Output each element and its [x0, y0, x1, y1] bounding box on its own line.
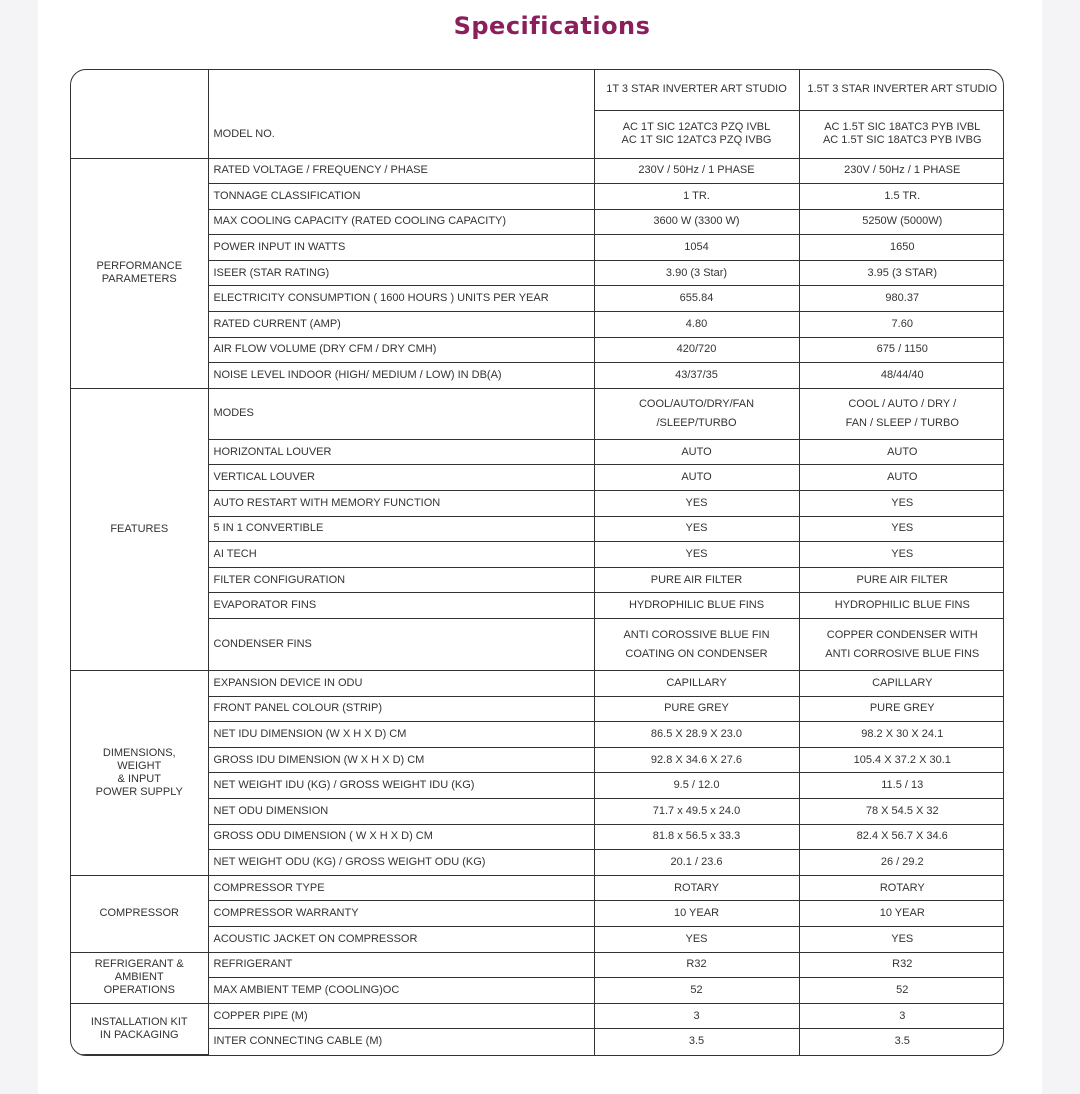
group-label: COMPRESSOR: [71, 875, 208, 952]
parameter-label: TONNAGE CLASSIFICATION: [208, 184, 594, 210]
value-cell-2: 98.2 X 30 X 24.1: [799, 722, 1004, 748]
table-row: [71, 465, 1004, 491]
table-row: [71, 671, 1004, 697]
parameter-label: REFRIGERANT: [208, 952, 594, 978]
value-cell-1: HYDROPHILIC BLUE FINS: [594, 593, 799, 619]
value-cell-2: 11.5 / 13: [799, 773, 1004, 799]
value-cell-1: ROTARY: [594, 875, 799, 901]
table-row: [71, 952, 1004, 978]
value-cell-1: 3600 W (3300 W): [594, 209, 799, 235]
table-row: [71, 696, 1004, 722]
value-cell-2: 1650: [799, 235, 1004, 261]
group-label: PERFORMANCE PARAMETERS: [71, 158, 208, 388]
table-row: [71, 184, 1004, 210]
table-row: [71, 516, 1004, 542]
parameter-label: HORIZONTAL LOUVER: [208, 439, 594, 465]
parameter-label: ISEER (STAR RATING): [208, 260, 594, 286]
table-row: [71, 978, 1004, 1004]
parameter-label: POWER INPUT IN WATTS: [208, 235, 594, 261]
value-cell-2: 7.60: [799, 312, 1004, 338]
value-cell-2: 675 / 1150: [799, 337, 1004, 363]
value-cell-1: 420/720: [594, 337, 799, 363]
parameter-label: VERTICAL LOUVER: [208, 465, 594, 491]
table-row: [71, 491, 1004, 517]
table-row: [71, 722, 1004, 748]
value-cell-1: 230V / 50Hz / 1 PHASE: [594, 158, 799, 184]
value-cell-2: YES: [799, 516, 1004, 542]
value-cell-2: COPPER CONDENSER WITH ANTI CORROSIVE BLUE FINS: [799, 619, 1004, 671]
value-cell-1: 10 YEAR: [594, 901, 799, 927]
table-row: [71, 798, 1004, 824]
table-row: [71, 388, 1004, 439]
value-cell-2: COOL / AUTO / DRY / FAN / SLEEP / TURBO: [799, 388, 1004, 439]
value-cell-1: 3: [594, 1003, 799, 1029]
value-cell-1: 3.5: [594, 1029, 799, 1055]
table-row: [71, 926, 1004, 952]
table-row: [71, 875, 1004, 901]
value-cell-1: 1 TR.: [594, 184, 799, 210]
table-row: [71, 439, 1004, 465]
value-cell-1: 9.5 / 12.0: [594, 773, 799, 799]
group-label: DIMENSIONS, WEIGHT & INPUT POWER SUPPLY: [71, 671, 208, 876]
table-row: [71, 619, 1004, 671]
value-cell-2: 82.4 X 56.7 X 34.6: [799, 824, 1004, 850]
product-name-1: 1T 3 STAR INVERTER ART STUDIO: [594, 70, 799, 110]
value-cell-1: YES: [594, 516, 799, 542]
value-cell-1: PURE AIR FILTER: [594, 567, 799, 593]
table-row: [71, 286, 1004, 312]
parameter-label: RATED VOLTAGE / FREQUENCY / PHASE: [208, 158, 594, 184]
parameter-label: NET WEIGHT IDU (KG) / GROSS WEIGHT IDU (KG): [208, 773, 594, 799]
value-cell-2: 1.5 TR.: [799, 184, 1004, 210]
value-cell-2: PURE GREY: [799, 696, 1004, 722]
parameter-label: MAX AMBIENT TEMP (COOLING)OC: [208, 978, 594, 1004]
table-row: [71, 1029, 1004, 1055]
value-cell-1: 4.80: [594, 312, 799, 338]
parameter-label: INTER CONNECTING CABLE (M): [208, 1029, 594, 1055]
table-row: [71, 363, 1004, 389]
table-row: [71, 312, 1004, 338]
parameter-label: FRONT PANEL COLOUR (STRIP): [208, 696, 594, 722]
value-cell-1: R32: [594, 952, 799, 978]
value-cell-2: CAPILLARY: [799, 671, 1004, 697]
table-row: [71, 337, 1004, 363]
table-row: [71, 542, 1004, 568]
value-cell-2: 105.4 X 37.2 X 30.1: [799, 747, 1004, 773]
group-label: REFRIGERANT & AMBIENT OPERATIONS: [71, 952, 208, 1003]
value-cell-2: 230V / 50Hz / 1 PHASE: [799, 158, 1004, 184]
table-row: [71, 850, 1004, 876]
model-number-1: AC 1T SIC 12ATC3 PZQ IVBL AC 1T SIC 12ATC3 PZQ IVBG: [594, 110, 799, 158]
parameter-label: GROSS IDU DIMENSION (W X H X D) CM: [208, 747, 594, 773]
product-name-2: 1.5T 3 STAR INVERTER ART STUDIO: [799, 70, 1004, 110]
value-cell-2: 3: [799, 1003, 1004, 1029]
table-row: [71, 158, 1004, 184]
value-cell-1: 43/37/35: [594, 363, 799, 389]
value-cell-1: PURE GREY: [594, 696, 799, 722]
table-row: [71, 567, 1004, 593]
parameter-label: NET ODU DIMENSION: [208, 798, 594, 824]
group-label: FEATURES: [71, 388, 208, 670]
value-cell-2: 52: [799, 978, 1004, 1004]
value-cell-1: AUTO: [594, 439, 799, 465]
value-cell-2: PURE AIR FILTER: [799, 567, 1004, 593]
header-blank-cell: [71, 70, 208, 158]
value-cell-2: ROTARY: [799, 875, 1004, 901]
parameter-label: EXPANSION DEVICE IN ODU: [208, 671, 594, 697]
value-cell-2: 26 / 29.2: [799, 850, 1004, 876]
parameter-label: ACOUSTIC JACKET ON COMPRESSOR: [208, 926, 594, 952]
value-cell-1: 92.8 X 34.6 X 27.6: [594, 747, 799, 773]
value-cell-2: 10 YEAR: [799, 901, 1004, 927]
parameter-label: COPPER PIPE (M): [208, 1003, 594, 1029]
table-row: [71, 747, 1004, 773]
parameter-label: ELECTRICITY CONSUMPTION ( 1600 HOURS ) UNITS PER YEAR: [208, 286, 594, 312]
value-cell-1: YES: [594, 926, 799, 952]
table-row: [71, 824, 1004, 850]
value-cell-1: 81.8 x 56.5 x 33.3: [594, 824, 799, 850]
page-title: Specifications: [453, 12, 651, 40]
model-no-label: MODEL NO.: [208, 70, 594, 158]
value-cell-2: HYDROPHILIC BLUE FINS: [799, 593, 1004, 619]
value-cell-2: AUTO: [799, 465, 1004, 491]
value-cell-2: 3.5: [799, 1029, 1004, 1055]
value-cell-1: CAPILLARY: [594, 671, 799, 697]
value-cell-1: YES: [594, 491, 799, 517]
table-row: [71, 209, 1004, 235]
value-cell-1: 655.84: [594, 286, 799, 312]
value-cell-2: YES: [799, 542, 1004, 568]
value-cell-1: ANTI COROSSIVE BLUE FIN COATING ON CONDENSER: [594, 619, 799, 671]
value-cell-2: YES: [799, 926, 1004, 952]
table-row: [71, 593, 1004, 619]
table-row: [71, 773, 1004, 799]
value-cell-1: YES: [594, 542, 799, 568]
group-label: INSTALLATION KIT IN PACKAGING: [71, 1003, 208, 1054]
table-row: [71, 260, 1004, 286]
value-cell-1: 1054: [594, 235, 799, 261]
parameter-label: NET WEIGHT ODU (KG) / GROSS WEIGHT ODU (KG): [208, 850, 594, 876]
value-cell-1: 86.5 X 28.9 X 23.0: [594, 722, 799, 748]
parameter-label: EVAPORATOR FINS: [208, 593, 594, 619]
value-cell-1: AUTO: [594, 465, 799, 491]
value-cell-2: 3.95 (3 STAR): [799, 260, 1004, 286]
parameter-label: MAX COOLING CAPACITY (RATED COOLING CAPACITY): [208, 209, 594, 235]
table-row: [71, 901, 1004, 927]
value-cell-2: AUTO: [799, 439, 1004, 465]
value-cell-1: COOL/AUTO/DRY/FAN /SLEEP/TURBO: [594, 388, 799, 439]
parameter-label: 5 IN 1 CONVERTIBLE: [208, 516, 594, 542]
value-cell-2: YES: [799, 491, 1004, 517]
table-row: [71, 1003, 1004, 1029]
model-number-2: AC 1.5T SIC 18ATC3 PYB IVBL AC 1.5T SIC 18ATC3 PYB IVBG: [799, 110, 1004, 158]
parameter-label: AI TECH: [208, 542, 594, 568]
parameter-label: MODES: [208, 388, 594, 439]
parameter-label: NOISE LEVEL INDOOR (HIGH/ MEDIUM / LOW) IN DB(A): [208, 363, 594, 389]
parameter-label: AUTO RESTART WITH MEMORY FUNCTION: [208, 491, 594, 517]
value-cell-1: 20.1 / 23.6: [594, 850, 799, 876]
value-cell-2: 980.37: [799, 286, 1004, 312]
value-cell-2: 48/44/40: [799, 363, 1004, 389]
parameter-label: CONDENSER FINS: [208, 619, 594, 671]
parameter-label: AIR FLOW VOLUME (DRY CFM / DRY CMH): [208, 337, 594, 363]
specifications-table: [70, 69, 1004, 1056]
parameter-label: FILTER CONFIGURATION: [208, 567, 594, 593]
value-cell-1: 3.90 (3 Star): [594, 260, 799, 286]
parameter-label: COMPRESSOR WARRANTY: [208, 901, 594, 927]
parameter-label: GROSS ODU DIMENSION ( W X H X D) CM: [208, 824, 594, 850]
parameter-label: COMPRESSOR TYPE: [208, 875, 594, 901]
value-cell-2: 78 X 54.5 X 32: [799, 798, 1004, 824]
value-cell-1: 52: [594, 978, 799, 1004]
header-row: [71, 70, 1004, 110]
parameter-label: RATED CURRENT (AMP): [208, 312, 594, 338]
parameter-label: NET IDU DIMENSION (W X H X D) CM: [208, 722, 594, 748]
value-cell-2: 5250W (5000W): [799, 209, 1004, 235]
value-cell-2: R32: [799, 952, 1004, 978]
value-cell-1: 71.7 x 49.5 x 24.0: [594, 798, 799, 824]
table-row: [71, 235, 1004, 261]
